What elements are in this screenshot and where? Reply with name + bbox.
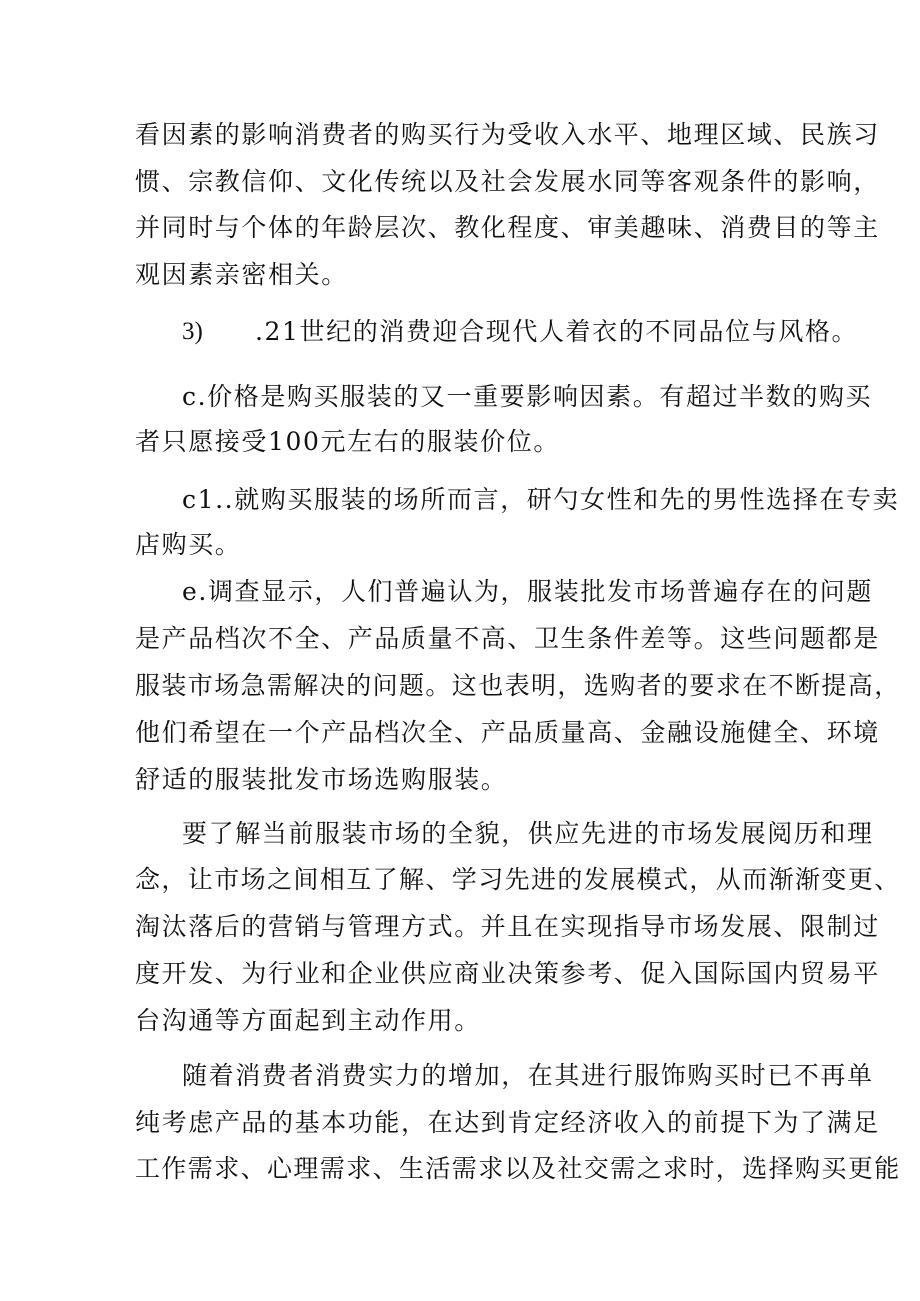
paragraph-line: 店购买。: [135, 530, 242, 559]
paragraph-line: c1..就购买服装的场所而言，研勺女性和先的男性选择在专卖: [182, 485, 900, 514]
paragraph-line: 度开发、为行业和企业供应商业决策参考、促入国际国内贸易平: [135, 959, 880, 988]
list-item-text: .21世纪的消费迎合现代人着衣的不同品位与风格。: [255, 317, 859, 346]
paragraph-line: 者只愿接受100元左右的服装价位。: [135, 427, 560, 456]
paragraph-line: e.调查显示，人们普遍认为，服装批发市场普遍存在的问题: [182, 577, 873, 606]
paragraph-line: 是产品档次不全、产品质量不高、卫生条件差等。这些问题都是: [135, 624, 880, 653]
paragraph-line: c.价格是购买服装的又一重要影响因素。有超过半数的购买: [182, 382, 873, 411]
paragraph-line: 惯、宗教信仰、文化传统以及社会发展水同等客观条件的影响，: [135, 167, 880, 196]
paragraph-line: 观因素亲密相关。: [135, 260, 348, 289]
paragraph-line: 随着消费者消费实力的增加，在其进行服饰购买时已不再单: [182, 1061, 874, 1090]
paragraph-line: 他们希望在一个产品档次全、产品质量高、金融设施健全、环境: [135, 718, 880, 747]
paragraph-line: 淘汰落后的营销与管理方式。并且在实现指导市场发展、限制过: [135, 912, 880, 941]
paragraph-line: 纯考虑产品的基本功能，在达到肯定经济收入的前提下为了满足: [135, 1108, 880, 1137]
paragraph-line: 要了解当前服装市场的全貌，供应先进的市场发展阅历和理: [182, 819, 874, 848]
paragraph-line: 看因素的影响消费者的购买行为受收入水平、地理区域、民族习: [135, 120, 880, 149]
paragraph-line: 并同时与个体的年龄层次、教化程度、审美趣味、消费目的等主: [135, 213, 880, 242]
paragraph-line: 台沟通等方面起到主动作用。: [135, 1006, 481, 1035]
paragraph-line: 舒适的服装批发市场选购服装。: [135, 765, 508, 794]
paragraph-line: 服装市场急需解决的问题。这也表明，选购者的要求在不断提高，: [135, 671, 901, 700]
paragraph-line: 念，让市场之间相互了解、学习先进的发展模式，从而渐渐变更、: [135, 865, 901, 894]
paragraph-line: 工作需求、心理需求、生活需求以及社交需之求时，选择购买更能: [135, 1154, 901, 1183]
list-number: 3): [182, 318, 203, 345]
